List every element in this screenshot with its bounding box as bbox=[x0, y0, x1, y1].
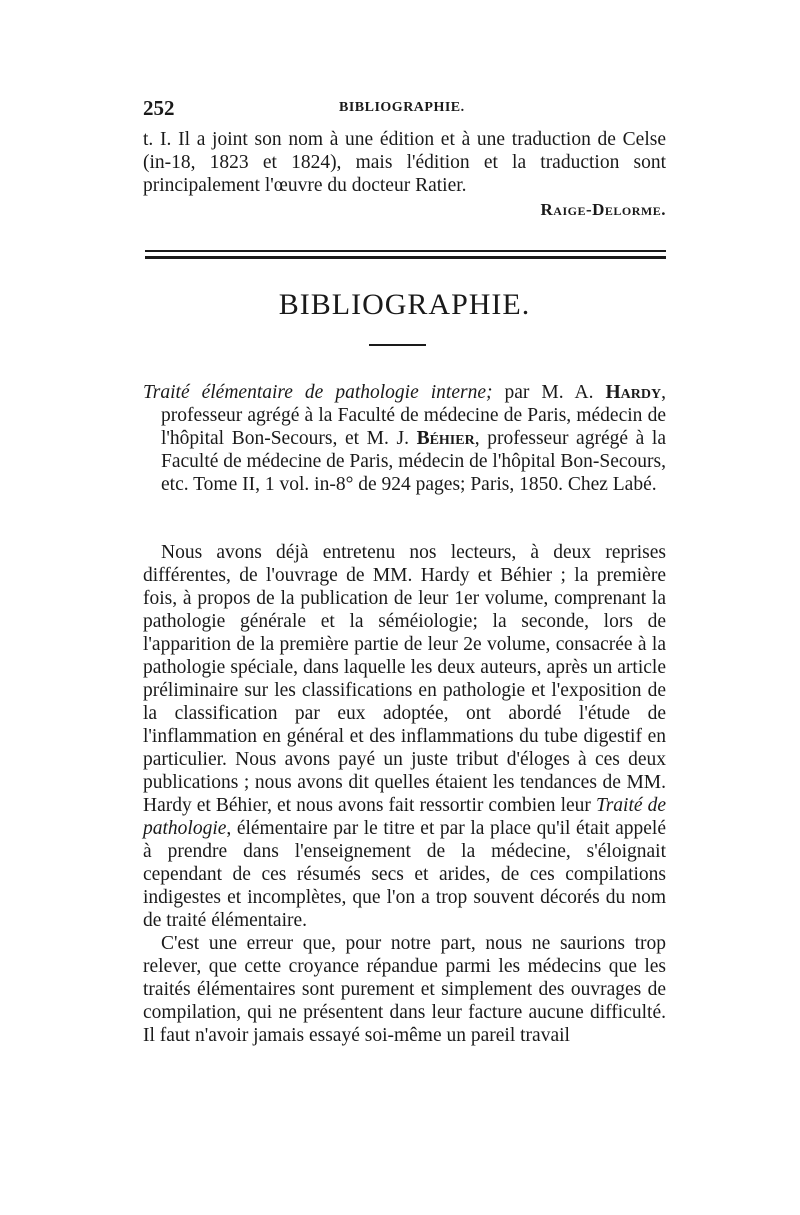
book-reference bbox=[143, 381, 666, 496]
section-title: BIBLIOGRAPHIE. bbox=[278, 288, 531, 321]
author-behier: Béhier bbox=[416, 428, 475, 449]
page-number: 252 bbox=[143, 96, 175, 120]
section-divider-thin bbox=[145, 250, 666, 252]
book-title: Traité élémentaire de pathologie interne; bbox=[143, 382, 493, 403]
paragraph-2: C'est une erreur que, pour notre part, nous ne saurions trop relever, que cette croyance répandue parmi les médecins que les traités élémentaires sont purement et simplement des ouvrages de compilation, qui ne présentent dans leur facture aucune difficulté. Il faut n'avoir jamais essayé soi-même un pareil travail bbox=[143, 933, 666, 1046]
section-divider-thick bbox=[145, 256, 666, 259]
previous-article-ending: t. I. Il a joint son nom à une édition et à une traduction de Celse (in-18, 1823 et 1824), mais l'édition et la traduction sont principalement l'œuvre du docteur Ratier. bbox=[143, 129, 666, 196]
author-signature: Raige-Delorme. bbox=[540, 200, 666, 219]
author1-description: , professeur agrégé à la Faculté de médecine de Paris, médecin de l'hôpital Bon-Secours, et M. J. bbox=[161, 382, 666, 449]
reference-by: par M. A. bbox=[492, 382, 606, 403]
reference-details: , professeur agrégé à la Faculté de médecine de Paris, médecin de l'hôpital Bon-Secours, etc. Tome II, 1 vol. in-8° de 924 pages; Paris, 1850. Chez Labé. bbox=[161, 428, 666, 495]
page-header bbox=[143, 96, 665, 120]
paragraph-1-start: Nous avons déjà entretenu nos lecteurs, à deux reprises différentes, de l'ouvrage de MM. Hardy et Béhier ; la première fois, à propos de la publication de leur 1er volume, comprenant la pathologie générale et la séméiologie; la seconde, lors de l'apparition de la première partie de leur 2e volume, consacrée à la pathologie spéciale, dans laquelle les deux auteurs, après un article préliminaire sur les classifications en pathologie et l'exposition de la classification par eux adoptée, ont abordé l'étude de l'inflammation en général et des inflammations du tube digestif en particulier. Nous avons payé un juste tribut d'éloges à ces deux publications ; nous avons dit quelles étaient les tendances de MM. Hardy et Béhier, et nous avons fait ressortir combien leur bbox=[143, 542, 666, 816]
author-hardy: Hardy bbox=[605, 382, 662, 403]
paragraph-1-italic: Traité de pathologie bbox=[143, 795, 666, 839]
paragraph-1-end: , élémentaire par le titre et par la place qu'il était appelé à prendre dans l'enseignement de la médecine, s'éloignait cependant de ces résumés secs et arides, de ces compilations indigestes et incomplètes, que l'on a trop souvent décorés du nom de traité élémentaire. bbox=[143, 818, 666, 931]
review-body bbox=[143, 541, 666, 1047]
title-underline bbox=[369, 344, 426, 346]
paragraph-1 bbox=[143, 541, 666, 932]
running-head: BIBLIOGRAPHIE. bbox=[339, 100, 465, 115]
